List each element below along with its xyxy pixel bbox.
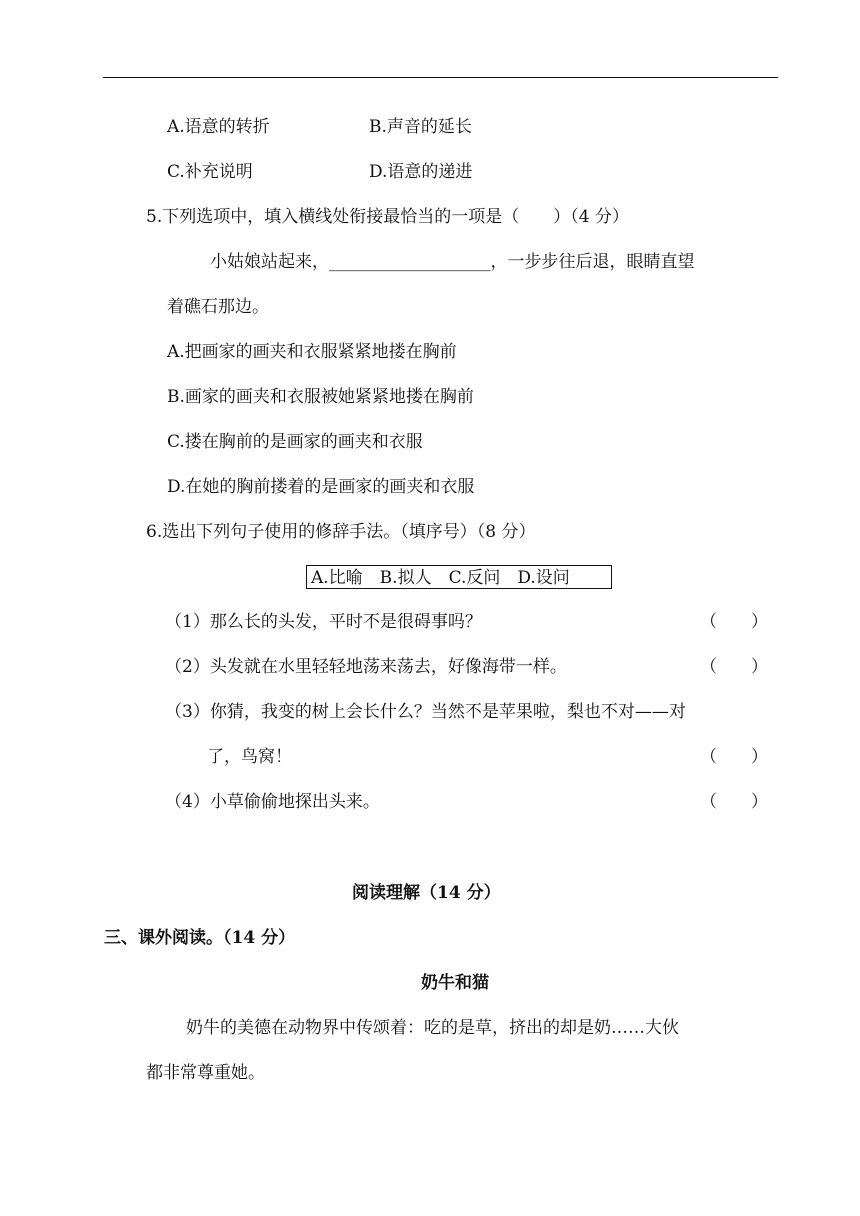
q5-sentence-line2: 着礁石那边。 bbox=[167, 297, 269, 317]
story-paragraph-line2: 都非常尊重她。 bbox=[146, 1063, 265, 1083]
q6-item-3-line2: 了，鸟窝！ bbox=[207, 747, 292, 767]
q6-item-3-line1: （3）你猜，我变的树上会长什么？当然不是苹果啦，梨也不对——对 bbox=[165, 702, 686, 722]
q5-stem: 5.下列选项中，填入横线处衔接最恰当的一项是（ ）（4 分） bbox=[146, 207, 629, 227]
header-rule bbox=[103, 77, 778, 78]
part-heading: 三、课外阅读。（14 分） bbox=[104, 928, 296, 948]
q6-answer-paren-3: （ ） bbox=[700, 747, 768, 767]
q5-option-d: D.在她的胸前搂着的是画家的画夹和衣服 bbox=[167, 477, 475, 497]
q4-option-c: C.补充说明 bbox=[167, 162, 253, 182]
q6-stem: 6.选出下列句子使用的修辞手法。（填序号）（8 分） bbox=[146, 522, 536, 542]
q6-answer-paren-2: （ ） bbox=[700, 657, 768, 677]
q6-item-1: （1）那么长的头发，平时不是很碍事吗？ bbox=[165, 612, 482, 632]
q6-answer-paren-1: （ ） bbox=[700, 612, 768, 632]
q5-option-a: A.把画家的画夹和衣服紧紧地搂在胸前 bbox=[167, 342, 457, 362]
q4-option-a: A.语意的转折 bbox=[167, 117, 270, 137]
q6-item-2: （2）头发就在水里轻轻地荡来荡去，好像海带一样。 bbox=[165, 657, 567, 677]
q5-option-b: B.画家的画夹和衣服被她紧紧地搂在胸前 bbox=[167, 387, 474, 407]
q6-answer-paren-4: （ ） bbox=[700, 792, 768, 812]
q5-sentence-line1: 小姑娘站起来，___________________，一步步往后退，眼睛直望 bbox=[210, 252, 695, 272]
q6-choices-box: A.比喻 B.拟人 C.反问 D.设问 bbox=[306, 565, 612, 589]
section-title: 阅读理解（14 分） bbox=[352, 883, 501, 903]
q5-option-c: C.搂在胸前的是画家的画夹和衣服 bbox=[167, 432, 423, 452]
q4-option-d: D.语意的递进 bbox=[369, 162, 473, 182]
q6-item-4: （4）小草偷偷地探出头来。 bbox=[165, 792, 380, 812]
q4-option-b: B.声音的延长 bbox=[369, 117, 472, 137]
story-title: 奶牛和猫 bbox=[421, 973, 489, 993]
story-paragraph-line1: 奶牛的美德在动物界中传颂着：吃的是草，挤出的却是奶……大伙 bbox=[186, 1018, 679, 1038]
